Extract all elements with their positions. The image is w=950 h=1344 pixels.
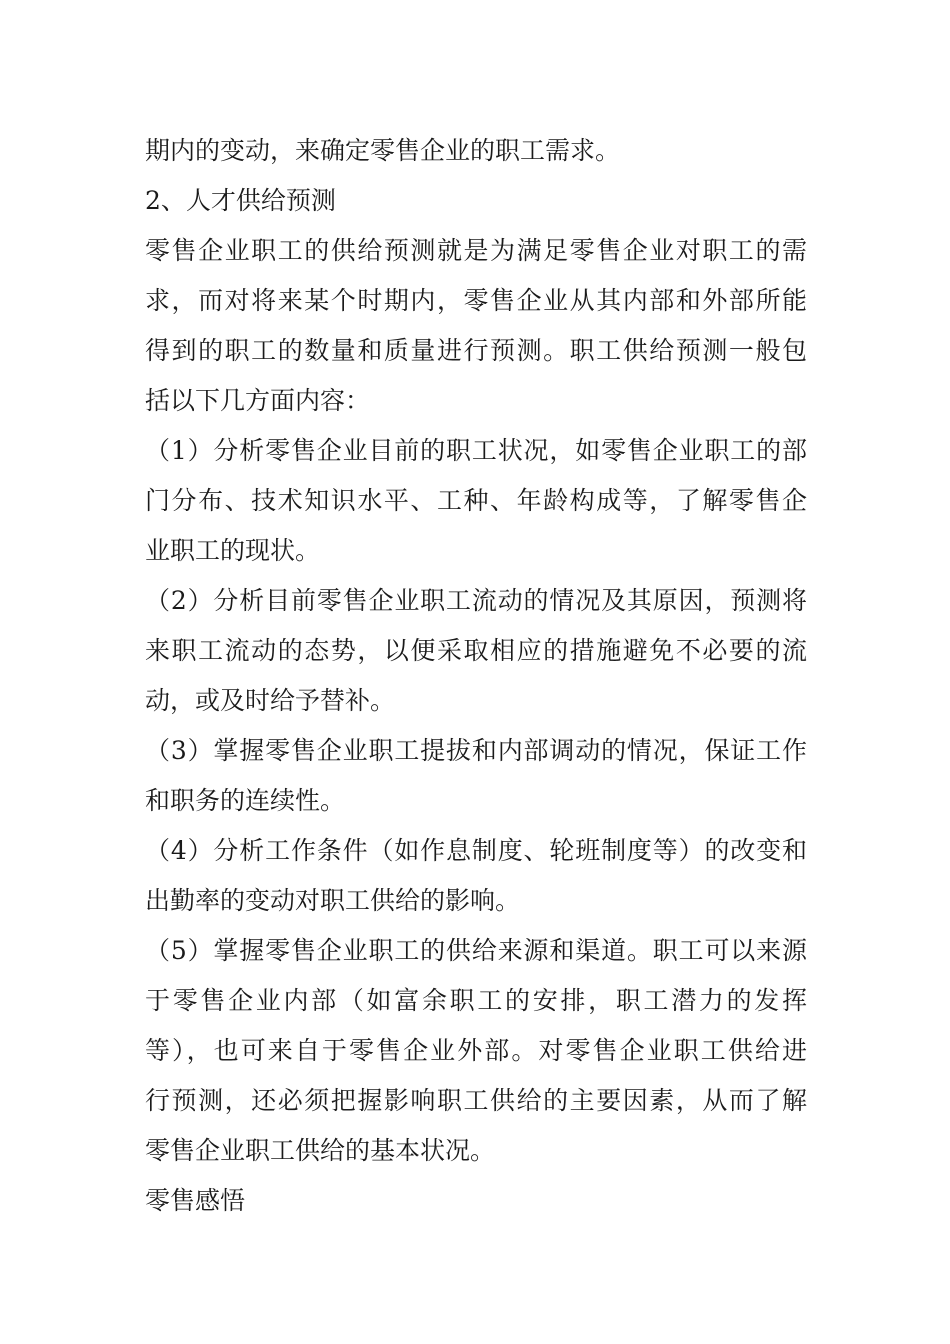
text-line: 得到的职工的数量和质量进行预测。职工供给预测一般包 — [145, 336, 807, 365]
text-line: 动，或及时给予替补。 — [145, 686, 396, 715]
list-item-line: （1）分析零售企业目前的职工状况，如零售企业职工的部 — [145, 436, 807, 465]
text-line: 零售企业职工供给的基本状况。 — [145, 1136, 496, 1165]
text-line: 求，而对将来某个时期内，零售企业从其内部和外部所能 — [145, 286, 807, 315]
text-line: 等），也可来自于零售企业外部。对零售企业职工供给进 — [145, 1036, 807, 1065]
text-line: 行预测，还必须把握影响职工供给的主要因素，从而了解 — [145, 1086, 807, 1115]
text-line: 门分布、技术知识水平、工种、年龄构成等，了解零售企 — [145, 486, 807, 515]
text-line: 出勤率的变动对职工供给的影响。 — [145, 886, 521, 915]
text-line: 业职工的现状。 — [145, 536, 321, 565]
text-line: 括以下几方面内容： — [145, 386, 371, 415]
document-body — [145, 126, 807, 1226]
section-heading: 零售感悟 — [145, 1186, 246, 1215]
section-heading: 2、人才供给预测 — [145, 186, 336, 215]
text-line: 和职务的连续性。 — [145, 786, 346, 815]
list-item-line: （2）分析目前零售企业职工流动的情况及其原因，预测将 — [145, 586, 807, 615]
text-line: 零售企业职工的供给预测就是为满足零售企业对职工的需 — [145, 236, 807, 265]
text-line: 来职工流动的态势，以便采取相应的措施避免不必要的流 — [145, 636, 807, 665]
text-line: 期内的变动，来确定零售企业的职工需求。 — [145, 136, 621, 165]
list-item-line: （4）分析工作条件（如作息制度、轮班制度等）的改变和 — [145, 836, 807, 865]
list-item-line: （5）掌握零售企业职工的供给来源和渠道。职工可以来源 — [145, 936, 807, 965]
text-line: 于零售企业内部（如富余职工的安排，职工潜力的发挥 — [145, 986, 807, 1015]
list-item-line: （3）掌握零售企业职工提拔和内部调动的情况，保证工作 — [145, 736, 807, 765]
